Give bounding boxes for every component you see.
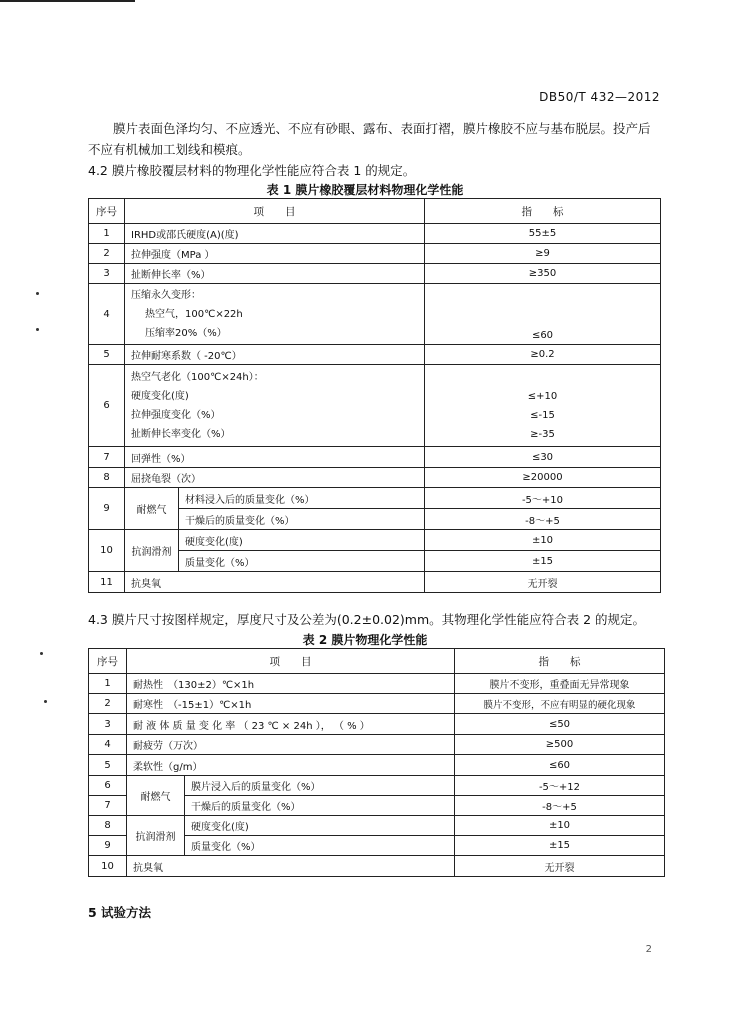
col-header-no: 序号 — [89, 649, 127, 674]
row-item: 回弹性（%） — [125, 447, 425, 468]
row-item: 耐热性 （130±2）℃×1h — [127, 674, 455, 694]
value-line: ≤-15 — [530, 410, 555, 421]
table-1 — [88, 198, 661, 593]
table-row — [89, 735, 665, 755]
row-item: 质量变化（%） — [179, 551, 425, 572]
row-no: 10 — [89, 856, 127, 877]
col-header-item: 项 目 — [127, 649, 455, 674]
row-item: 耐 液 体 质 量 变 化 率 （ 23 ℃ × 24h ）， （ % ） — [127, 714, 455, 735]
table2-header-row — [89, 649, 665, 674]
table-row — [89, 755, 665, 776]
row-value: 膜片不变形，不应有明显的硬化现象 — [455, 694, 665, 714]
col-header-item: 项 目 — [125, 199, 425, 224]
row-no: 7 — [89, 796, 127, 816]
row-no: 4 — [89, 284, 125, 345]
row-value: ≥9 — [425, 244, 661, 264]
row-item: 膜片浸入后的质量变化（%） — [185, 776, 455, 796]
row-value: 膜片不变形，重叠面无异常现象 — [455, 674, 665, 694]
row-group: 耐燃气 — [127, 776, 185, 816]
row-value: ±10 — [455, 816, 665, 836]
row-item: IRHD或邵氏硬度(A)(度) — [125, 224, 425, 244]
table-row — [89, 224, 661, 244]
item-line: 扯断伸长率变化（%） — [131, 428, 231, 440]
row-no: 1 — [89, 224, 125, 244]
row-no: 9 — [89, 836, 127, 856]
value-line: ≤+10 — [527, 391, 558, 402]
row-item: 材料浸入后的质量变化（%） — [179, 488, 425, 509]
row-item: 拉伸强度（MPa ） — [125, 244, 425, 264]
table1-header-row — [89, 199, 661, 224]
row-group: 抗润滑剂 — [127, 816, 185, 856]
row-item: 扯断伸长率（%） — [125, 264, 425, 284]
row-value: -5～+10 — [425, 488, 661, 509]
col-header-index: 指 标 — [455, 649, 665, 674]
row-no: 8 — [89, 468, 125, 488]
row-value: -8～+5 — [425, 509, 661, 530]
item-line: 热空气老化（100℃×24h）： — [131, 371, 264, 383]
table-row — [89, 488, 661, 509]
row-value: -5～+12 — [455, 776, 665, 796]
row-value: ≥0.2 — [425, 345, 661, 365]
row-no: 3 — [89, 714, 127, 735]
table1-caption: 表 1 膜片橡胶覆层材料物理化学性能 — [266, 183, 464, 197]
row-value: 无开裂 — [425, 572, 661, 593]
table-row — [89, 365, 661, 447]
row-value: ±10 — [425, 530, 661, 551]
table-row — [89, 694, 665, 714]
row-item: 干燥后的质量变化（%） — [185, 796, 455, 816]
row-item: 拉伸耐寒系数（ -20℃） — [125, 345, 425, 365]
table-row — [89, 572, 661, 593]
row-item: 柔软性（g/m） — [127, 755, 455, 776]
row-no: 3 — [89, 264, 125, 284]
row-no: 2 — [89, 244, 125, 264]
page-number: 2 — [645, 944, 652, 955]
table-row — [89, 468, 661, 488]
row-item — [125, 284, 425, 345]
row-group: 抗润滑剂 — [125, 530, 179, 572]
document-code: DB50/T 432—2012 — [539, 90, 660, 104]
row-value: ≥20000 — [425, 468, 661, 488]
row-value: -8～+5 — [455, 796, 665, 816]
table-row — [89, 714, 665, 735]
value-line: ≥-35 — [530, 429, 555, 440]
table-row — [89, 530, 661, 551]
row-no: 7 — [89, 447, 125, 468]
row-value — [425, 365, 661, 447]
row-value: ±15 — [455, 836, 665, 856]
row-no: 6 — [89, 776, 127, 796]
row-value: ≤50 — [455, 714, 665, 735]
section-5-heading: 5 试验方法 — [88, 905, 152, 920]
row-no: 5 — [89, 755, 127, 776]
intro-line-2: 不应有机械加工划线和模痕。 — [88, 142, 251, 157]
row-group: 耐燃气 — [125, 488, 179, 530]
row-no: 5 — [89, 345, 125, 365]
clause-4-2: 4.2 膜片橡胶覆层材料的物理化学性能应符合表 1 的规定。 — [88, 163, 416, 178]
table-row — [89, 816, 665, 836]
item-line: 拉伸强度变化（%） — [131, 409, 221, 421]
table-row — [89, 244, 661, 264]
top-edge-line — [0, 0, 135, 2]
row-value: 无开裂 — [455, 856, 665, 877]
row-value: ≤60 — [455, 755, 665, 776]
scan-speck — [40, 652, 43, 655]
item-line: 热空气，100℃×22h — [145, 308, 243, 320]
scan-speck — [44, 700, 47, 703]
row-item: 硬度变化(度) — [185, 816, 455, 836]
table-row — [89, 447, 661, 468]
table-2 — [88, 648, 665, 877]
row-no: 11 — [89, 572, 125, 593]
row-item: 硬度变化(度) — [179, 530, 425, 551]
row-item: 抗臭氧 — [125, 572, 425, 593]
row-item: 耐疲劳（万次） — [127, 735, 455, 755]
row-value: ≥500 — [455, 735, 665, 755]
scan-speck — [36, 292, 39, 295]
row-value: ≥350 — [425, 264, 661, 284]
row-item: 抗臭氧 — [127, 856, 455, 877]
row-no: 2 — [89, 694, 127, 714]
clause-4-3: 4.3 膜片尺寸按图样规定，厚度尺寸及公差为(0.2±0.02)mm。其物理化学性能应符合表 2 的规定。 — [88, 612, 646, 627]
row-item — [125, 365, 425, 447]
col-header-index: 指 标 — [425, 199, 661, 224]
table-row — [89, 856, 665, 877]
row-value: ≤30 — [425, 447, 661, 468]
row-no: 10 — [89, 530, 125, 572]
row-value: 55±5 — [425, 224, 661, 244]
table2-caption: 表 2 膜片物理化学性能 — [302, 633, 428, 647]
row-item: 屈挠龟裂（次） — [125, 468, 425, 488]
table-row — [89, 264, 661, 284]
scan-speck — [36, 328, 39, 331]
intro-line-1: 膜片表面色泽均匀、不应透光、不应有砂眼、露布、表面打褶，膜片橡胶不应与基布脱层。投产后 — [113, 121, 651, 136]
row-item: 干燥后的质量变化（%） — [179, 509, 425, 530]
item-line: 硬度变化(度) — [131, 390, 189, 402]
table-row — [89, 674, 665, 694]
row-item: 耐寒性 （-15±1）℃×1h — [127, 694, 455, 714]
table-row — [89, 284, 661, 345]
item-line: 压缩永久变形： — [131, 289, 201, 301]
row-value: ±15 — [425, 551, 661, 572]
row-value: ≤60 — [425, 284, 661, 345]
table-row — [89, 776, 665, 796]
col-header-no: 序号 — [89, 199, 125, 224]
row-no: 4 — [89, 735, 127, 755]
item-line: 压缩率20%（%） — [145, 327, 227, 339]
row-item: 质量变化（%） — [185, 836, 455, 856]
row-no: 8 — [89, 816, 127, 836]
row-no: 1 — [89, 674, 127, 694]
row-no: 6 — [89, 365, 125, 447]
table-row — [89, 345, 661, 365]
row-no: 9 — [89, 488, 125, 530]
